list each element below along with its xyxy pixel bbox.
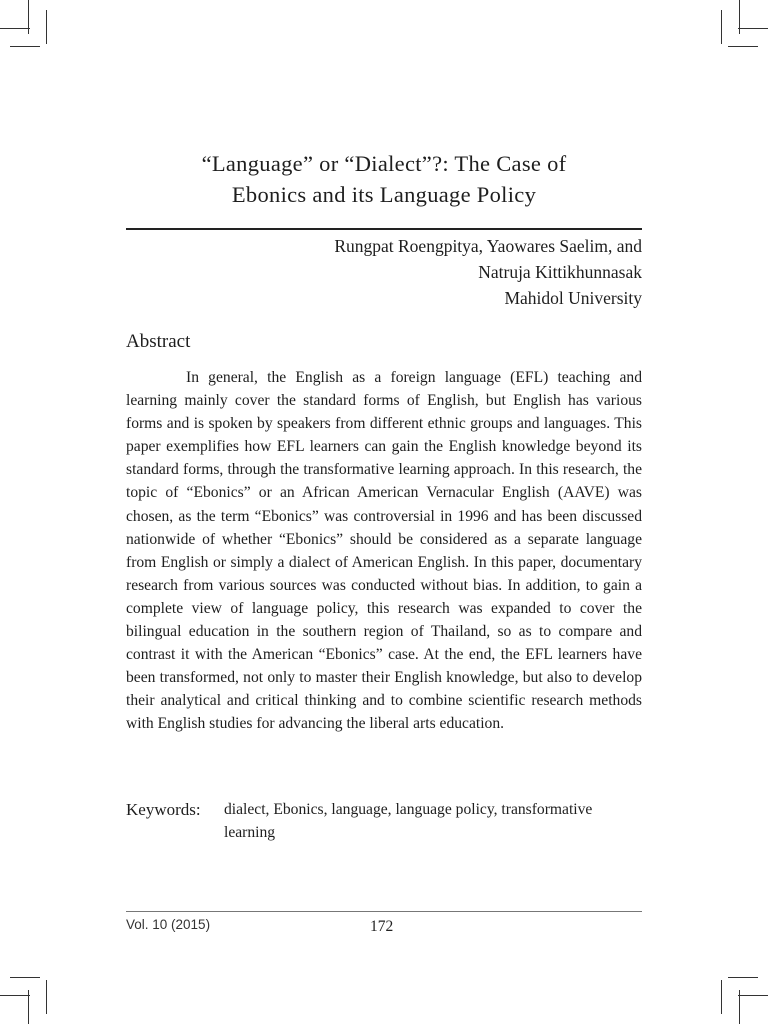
title-line-1: “Language” or “Dialect”?: The Case of: [201, 151, 567, 176]
crop-mark: [728, 977, 758, 978]
crop-mark: [46, 10, 47, 44]
paper-title: [120, 148, 648, 210]
title-divider: [126, 228, 642, 230]
crop-mark: [721, 980, 722, 1014]
footer-divider: [126, 911, 642, 912]
crop-mark: [728, 46, 758, 47]
crop-mark: [0, 28, 30, 29]
author-block: [122, 233, 642, 311]
crop-mark: [721, 10, 722, 44]
crop-mark: [738, 995, 768, 996]
authors-line-1: Rungpat Roengpitya, Yaowares Saelim, and: [334, 236, 642, 256]
keywords-text: dialect, Ebonics, language, language policy, transformative learning: [224, 801, 593, 841]
abstract-text: In general, the English as a foreign language (EFL) teaching and learning mainly cover the standard forms of English, but English has various forms and is spoken by speakers from different ethnic groups and languages. This paper exemplifies how EFL learners can gain the English knowledge beyond its standard forms, through the transformative learning approach. In this research, the topic of “Ebonics” or an African American Vernacular English (AAVE) was chosen, as the term “Ebonics” was controversial in 1996 and has been discussed nationwide of whether “Ebonics” should be considered as a separate language from English or simply a dialect of American English. In this paper, documentary research from various sources was conducted without bias. In addition, to gain a complete view of language policy, this research was expanded to cover the bilingual education in the southern region of Thailand, so as to compare and contrast it with the American “Ebonics” case. At the end, the EFL learners have been transformed, not only to master their English knowledge, but also to develop their analytical and critical thinking and to combine scientific research methods with English studies for advancing the liberal arts education.: [126, 369, 642, 733]
authors-line-2: Natruja Kittikhunnasak: [478, 262, 642, 282]
crop-mark: [0, 995, 30, 996]
crop-mark: [738, 28, 768, 29]
crop-mark: [10, 46, 40, 47]
volume-label: Vol. 10 (2015): [126, 917, 211, 932]
abstract-heading: Abstract: [126, 331, 191, 352]
title-line-2: Ebonics and its Language Policy: [231, 182, 537, 207]
crop-mark: [46, 980, 47, 1014]
page-number: 172: [370, 918, 394, 935]
keywords-label: Keywords:: [126, 800, 201, 819]
affiliation: Mahidol University: [504, 288, 642, 308]
crop-mark: [10, 977, 40, 978]
